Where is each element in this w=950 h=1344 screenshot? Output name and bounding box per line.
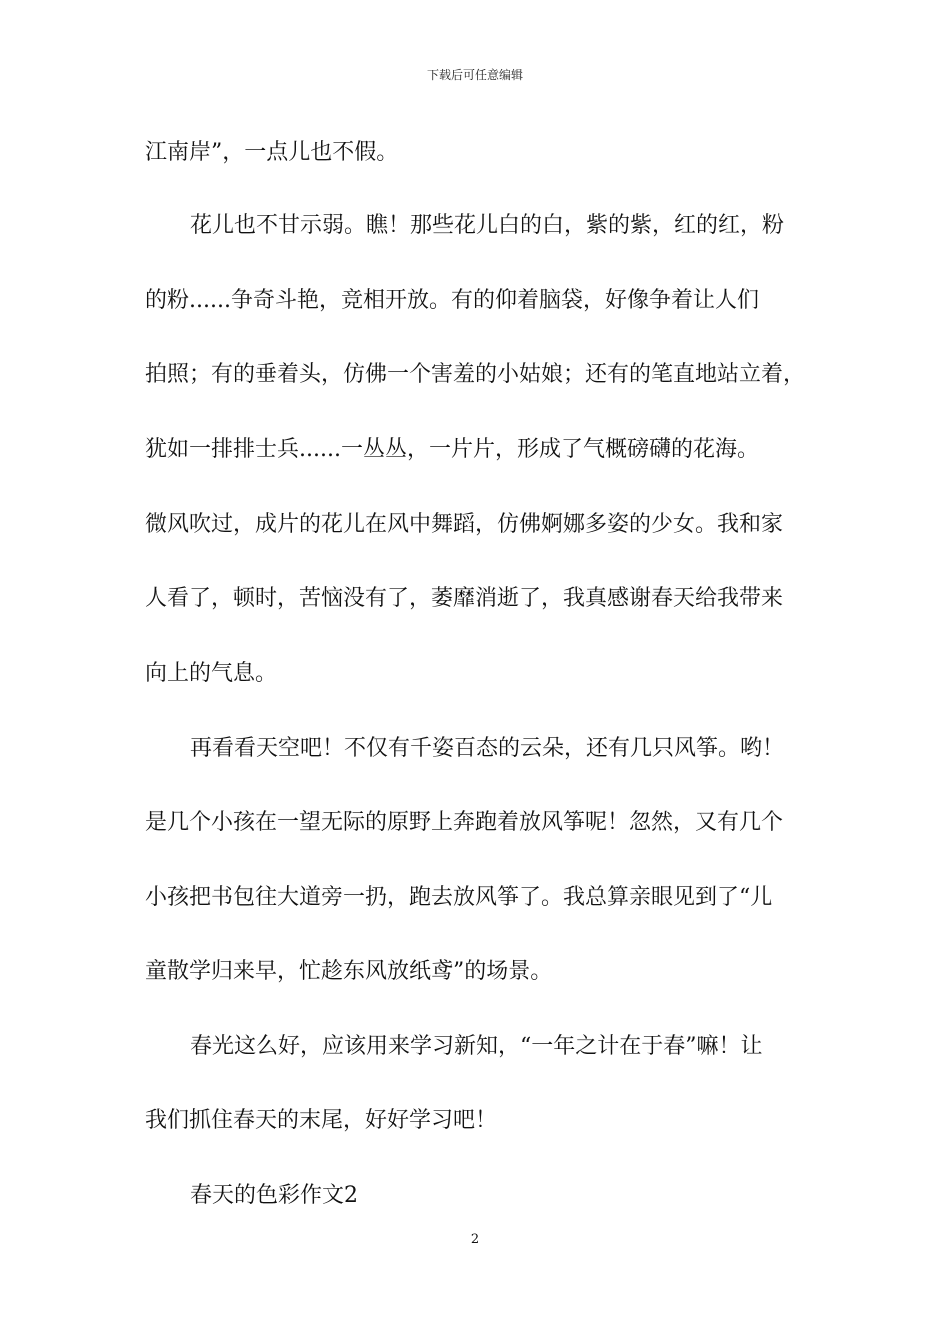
text-line: 春光这么好，应该用来学习新知，“一年之计在于春”嘛！让	[190, 1034, 763, 1059]
text-line: 童散学归来早，忙趁东风放纸鸢”的场景。	[145, 959, 553, 984]
text-line: 小孩把书包往大道旁一扔，跑去放风筝了。我总算亲眼见到了“儿	[145, 885, 773, 910]
text-line: 的粉......争奇斗艳，竞相开放。有的仰着脑袋，好像争着让人们	[145, 288, 759, 313]
page-number: 2	[470, 1232, 480, 1247]
text-line: 是几个小孩在一望无际的原野上奔跑着放风筝呢！忽然，又有几个	[145, 810, 784, 835]
text-line: 江南岸”，一点儿也不假。	[145, 140, 399, 165]
text-line: 拍照；有的垂着头，仿佛一个害羞的小姑娘；还有的笔直地站立着，	[145, 362, 806, 387]
text-line: 微风吹过，成片的花儿在风中舞蹈，仿佛婀娜多姿的少女。我和家	[145, 512, 784, 537]
text-line: 花儿也不甘示弱。瞧！那些花儿白的白，紫的紫，红的红，粉	[190, 213, 785, 238]
section-title: 春天的色彩作文2	[190, 1183, 358, 1208]
page-header: 下载后可任意编辑	[426, 68, 523, 82]
text-line: 犹如一排排士兵......一丛丛，一片片，形成了气概磅礴的花海。	[145, 437, 759, 462]
text-line: 向上的气息。	[145, 661, 278, 686]
text-line: 再看看天空吧！不仅有千姿百态的云朵，还有几只风筝。哟！	[190, 736, 785, 761]
text-line: 我们抓住春天的末尾，好好学习吧！	[145, 1108, 498, 1133]
text-line: 人看了，顿时，苦恼没有了，萎靡消逝了，我真感谢春天给我带来	[145, 586, 784, 611]
